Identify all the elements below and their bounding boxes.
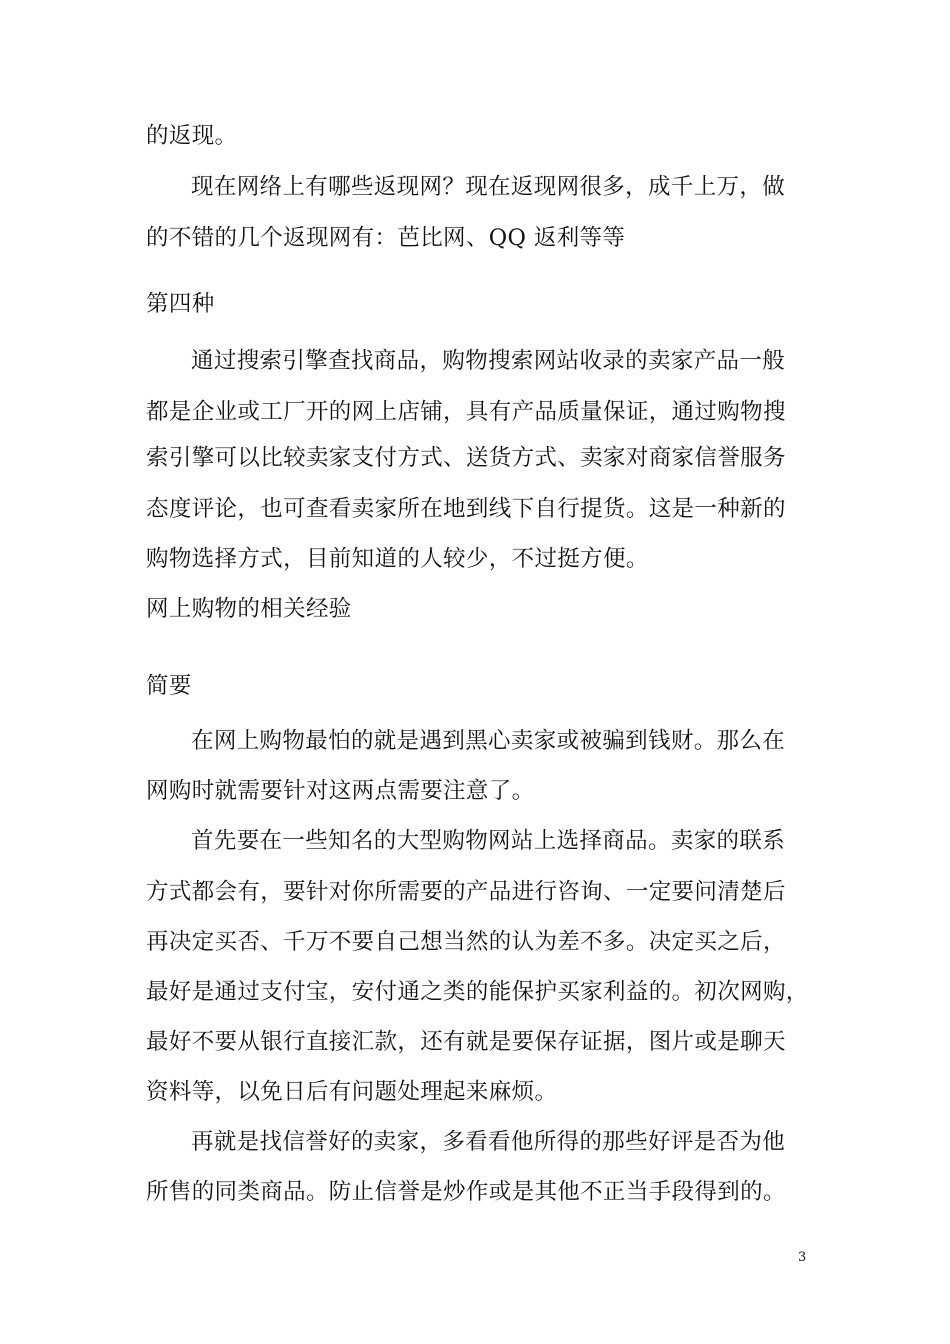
paragraph-line: 首先要在一些知名的大型购物网站上选择商品。卖家的联系 <box>191 828 786 854</box>
paragraph-line: 在网上购物最怕的就是遇到黑心卖家或被骗到钱财。那么在 <box>191 728 786 754</box>
paragraph-line: 所售的同类商品。防止信誉是炒作或是其他不正当手段得到的。 <box>146 1179 786 1205</box>
paragraph-line: 资料等，以免日后有问题处理起来麻烦。 <box>146 1079 558 1105</box>
paragraph-line: 的不错的几个返现网有：芭比网、QQ 返利等等 <box>146 225 626 251</box>
paragraph-line: 通过搜索引擎查找商品，购物搜索网站收录的卖家产品一般 <box>191 348 786 374</box>
paragraph-line: 都是企业或工厂开的网上店铺，具有产品质量保证，通过购物搜 <box>146 399 786 425</box>
paragraph-line: 购物选择方式，目前知道的人较少，不过挺方便。 <box>146 546 649 572</box>
paragraph-line: 最好不要从银行直接汇款，还有就是要保存证据，图片或是聊天 <box>146 1029 786 1055</box>
paragraph-line: 再决定买否、千万不要自己想当然的认为差不多。决定买之后， <box>146 929 786 955</box>
paragraph-line: 的返现。 <box>146 123 238 149</box>
paragraph-line: 网购时就需要针对这两点需要注意了。 <box>146 778 535 804</box>
section-heading: 简要 <box>146 673 192 699</box>
paragraph-line: 再就是找信誉好的卖家，多看看他所得的那些好评是否为他 <box>191 1129 786 1155</box>
page-number: 3 <box>798 1250 807 1265</box>
paragraph-line: 最好是通过支付宝，安付通之类的能保护买家利益的。初次网购， <box>146 979 809 1005</box>
section-heading: 网上购物的相关经验 <box>146 596 352 622</box>
paragraph-line: 方式都会有，要针对你所需要的产品进行咨询、一定要问清楚后 <box>146 879 786 905</box>
paragraph-line: 索引擎可以比较卖家支付方式、送货方式、卖家对商家信誉服务 <box>146 445 786 471</box>
section-heading: 第四种 <box>146 291 215 317</box>
paragraph-line: 现在网络上有哪些返现网？现在返现网很多，成千上万，做 <box>191 174 786 200</box>
paragraph-line: 态度评论，也可查看卖家所在地到线下自行提货。这是一种新的 <box>146 496 786 522</box>
